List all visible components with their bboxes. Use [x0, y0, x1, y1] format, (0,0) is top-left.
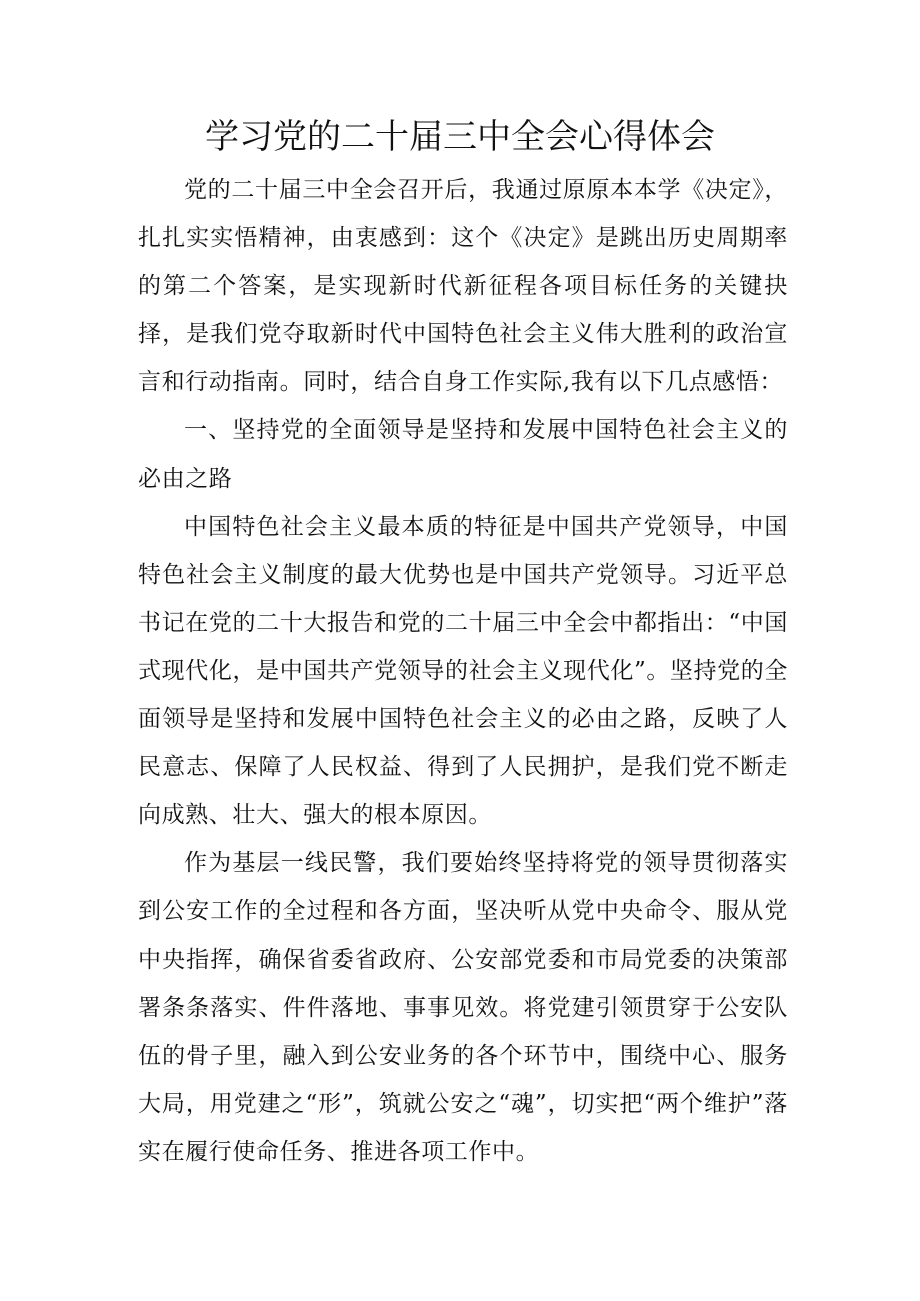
document-title: 学习党的二十届三中全会心得体会 — [205, 117, 715, 157]
intro-paragraph: 党的二十届三中全会召开后，我通过原原本本学《决定》，扎扎实实悟精神，由衷感到：这个《决定》是跳出历史周期率的第二个答案，是实现新时代新征程各项目标任务的关键抉择，是我们党夺取新时代中国特色社会主义伟大胜利的政治宣言和行动指南。同时，结合自身工作实际,我有以下几点感悟： — [138, 177, 788, 396]
body-paragraph: 中国特色社会主义最本质的特征是中国共产党领导，中国特色社会主义制度的最大优势也是中国共产党领导。习近平总书记在党的二十大报告和党的二十届三中全会中都指出：“中国式现代化，是中国共产党领导的社会主义现代化”。坚持党的全面领导是坚持和发展中国特色社会主义的必由之路，反映了人民意志、保障了人民权益、得到了人民拥护，是我们党不断走向成熟、壮大、强大的根本原因。 — [138, 513, 788, 829]
body-paragraph: 作为基层一线民警，我们要始终坚持将党的领导贯彻落实到公安工作的全过程和各方面，坚决听从党中央命令、服从党中央指挥，确保省委省政府、公安部党委和市局党委的决策部署条条落实、件件落地、事事见效。将党建引领贯穿于公安队伍的骨子里，融入到公安业务的各个环节中，围绕中心、服务大局，用党建之“形”，筑就公安之“魂”，切实把“两个维护”落实在履行使命任务、推进各项工作中。 — [138, 850, 788, 1165]
section-heading-1: 一、坚持党的全面领导是坚持和发展中国特色社会主义的必由之路 — [138, 417, 788, 492]
document-body — [138, 166, 788, 1176]
